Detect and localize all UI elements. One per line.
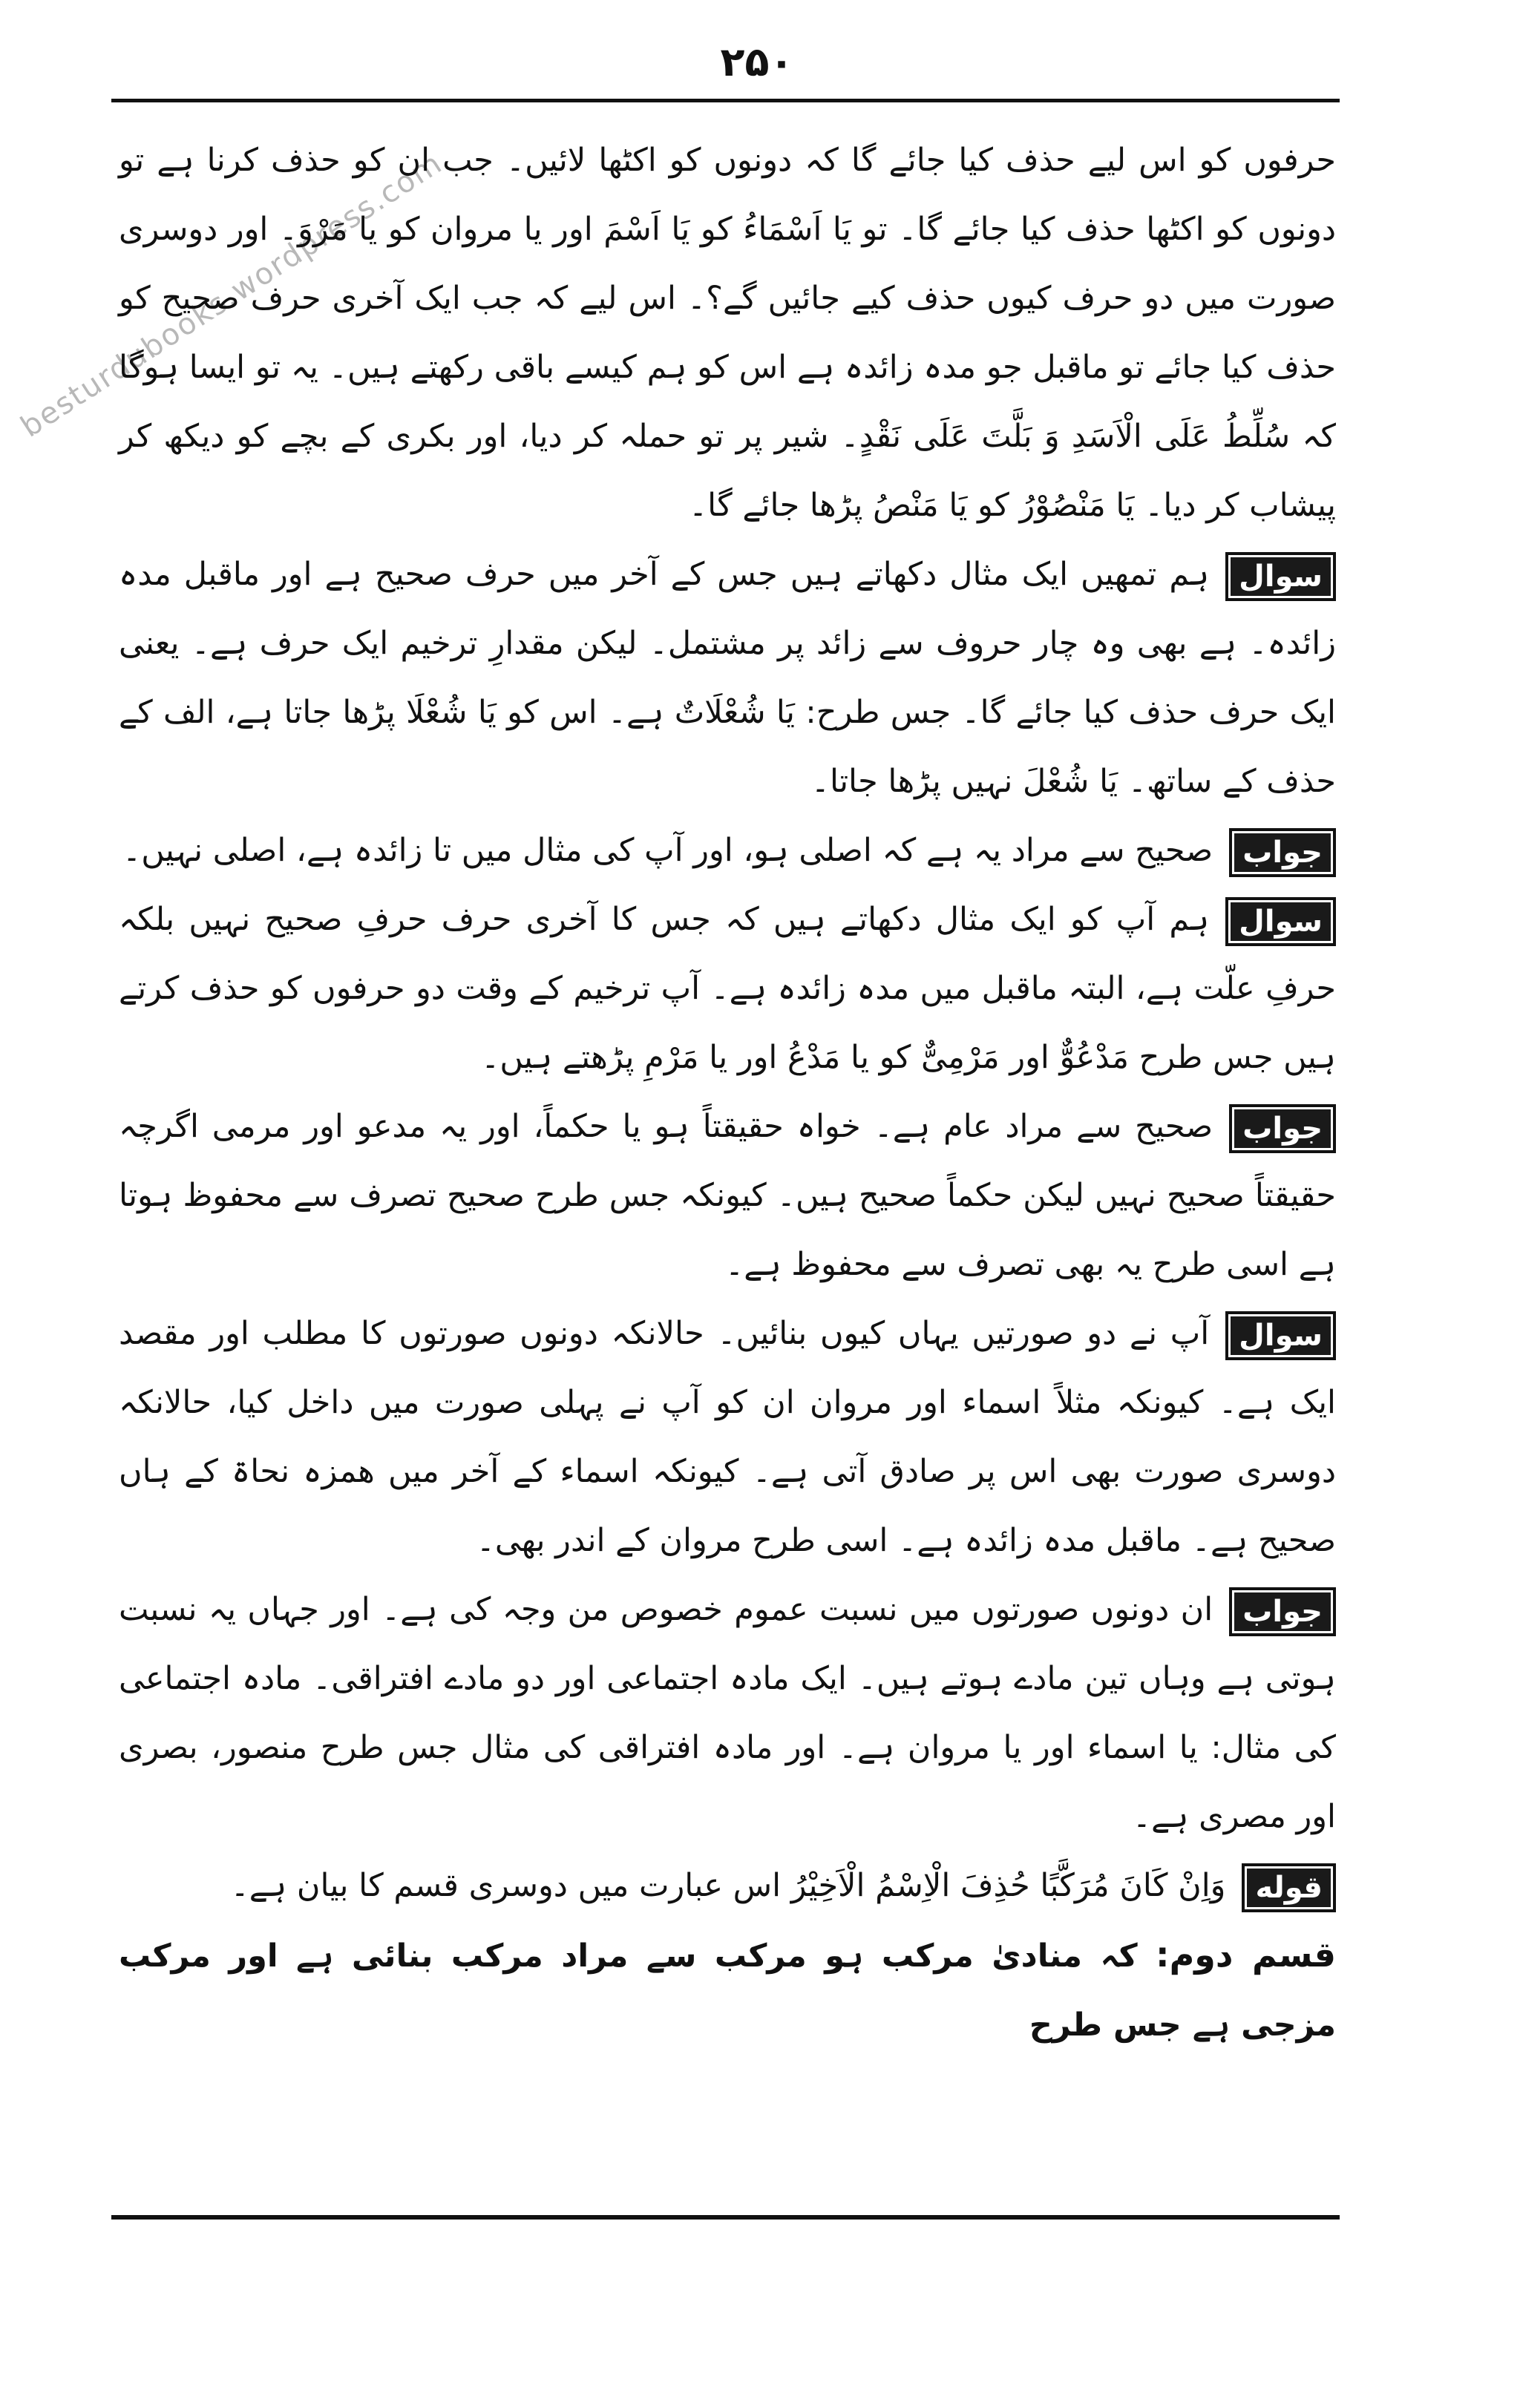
- paragraph-text: ہم تمھیں ایک مثال دکھاتے ہیں جس کے آخر میں حرف صحیح ہے اور ماقبل مدہ زائدہ۔ ہے بھی وہ چار حروف سے زائد پر مشتمل۔ لیکن مقدارِ ترخیم ایک حرف ہے۔ یعنی ایک حرف حذف کیا جائے گا۔ جس طرح: یَا شُعْلَاتٌ ہے۔ اس کو یَا شُعْلَا پڑھا جاتا ہے، الف کے حذف کے ساتھ۔ یَا شُعْلَ نہیں پڑھا جاتا۔: [119, 556, 1336, 800]
- paragraph-text: آپ نے دو صورتیں یہاں کیوں بنائیں۔ حالانکہ دونوں صورتوں کا مطلب اور مقصد ایک ہے۔ کیونکہ مثلاً اسماء اور مروان ان کو آپ نے پہلی صورت میں داخل کیا، حالانکہ دوسری صورت بھی اس پر صادق آتی ہے۔ کیونکہ اسماء کے آخر میں ھمزہ نحاۃ کے ہاں صحیح ہے۔ ماقبل مدہ زائدہ ہے۔ اسی طرح مروان کے اندر بھی۔: [119, 1315, 1336, 1559]
- watermark: besturdubooks.wordpress.com: [15, 145, 449, 444]
- paragraph-text: صحیح سے مراد یہ ہے کہ اصلی ہو، اور آپ کی مثال میں تا زائدہ ہے، اصلی نہیں۔: [122, 832, 1213, 869]
- paragraph: [119, 126, 1336, 540]
- question-label: سوال: [1225, 1311, 1336, 1360]
- paragraph-text: وَاِنْ كَانَ مُرَكَّبًا حُذِفَ الْاِسْمُ الْاَخِيْرُ اس عبارت میں دوسری قسم کا بیان ہے۔: [230, 1867, 1226, 1904]
- answer-paragraph: [119, 816, 1336, 885]
- page-number: ۲۵۰: [720, 39, 794, 85]
- top-rule: [111, 99, 1340, 102]
- paragraph-text: حرفوں کو اس لیے حذف کیا جائے گا کہ دونوں کو اکٹھا لائیں۔ جب ان کو حذف کرنا ہے تو دونوں کو اکٹھا حذف کیا جائے گا۔ تو یَا اَسْمَاءُ کو یَا اَسْمَ اور یا مروان کو یا مَرْوَ۔ اور دوسری صورت میں دو حرف کیوں حذف کیے جائیں گے؟۔ اس لیے کہ جب ایک آخری حرف صحیح کو حذف کیا جائے تو ماقبل جو مدہ زائدہ ہے اس کو ہم کیسے باقی رکھتے ہیں۔ یہ تو ایسا ہوگا کہ سُلِّطُ عَلَى الْاَسَدِ وَ بَلَّتَ عَلَى نَقْدٍ۔ شیر پر تو حملہ کر دیا، اور بکری کے بچے کو دیکھ کر پیشاب کر دیا۔ یَا مَنْصُوْرُ کو یَا مَنْصُ پڑھا جائے گا۔: [119, 142, 1336, 524]
- paragraph-text: ہم آپ کو ایک مثال دکھاتے ہیں کہ جس کا آخری حرف حرفِ صحیح نہیں بلکہ حرفِ علّت ہے، البتہ ماقبل میں مدہ زائدہ ہے۔ آپ ترخیم کے وقت دو حرفوں کو حذف کرتے ہیں جس طرح مَدْعُوٌّ اور مَرْمِیٌّ کو یا مَدْعُ اور یا مَرْمِ پڑھتے ہیں۔: [119, 901, 1336, 1076]
- paragraph-text: کہ منادیٰ مرکب ہو مرکب سے مراد مرکب بنائی ہے اور مرکب مزجی ہے جس طرح: [119, 1938, 1336, 2044]
- question-paragraph: [119, 1299, 1336, 1575]
- answer-paragraph: [119, 1575, 1336, 1851]
- closing-paragraph: [119, 1920, 1336, 2060]
- paragraph-text: ان دونوں صورتوں میں نسبت عموم خصوص من وجہ کی ہے۔ اور جہاں یہ نسبت ہوتی ہے وہاں تین مادے ہوتے ہیں۔ ایک مادہ اجتماعی اور دو مادے افتراقی۔ مادہ اجتماعی کی مثال: یا اسماء اور یا مروان ہے۔ اور مادہ افتراقی کی مثال جس طرح منصور، بصری اور مصری ہے۔: [119, 1591, 1336, 1835]
- answer-label: جواب: [1229, 828, 1336, 877]
- question-paragraph: [119, 885, 1336, 1092]
- quote-label: قوله: [1242, 1863, 1336, 1912]
- quote-paragraph: [119, 1851, 1336, 1920]
- answer-label: جواب: [1229, 1104, 1336, 1153]
- paragraph-text: صحیح سے مراد عام ہے۔ خواہ حقیقتاً ہو یا حکماً، اور یہ مدعو اور مرمی اگرچہ حقیقتاً صحیح نہیں لیکن حکماً صحیح ہیں۔ کیونکہ جس طرح صحیح تصرف سے محفوظ ہوتا ہے اسی طرح یہ بھی تصرف سے محفوظ ہے۔: [119, 1108, 1336, 1283]
- answer-label: جواب: [1229, 1587, 1336, 1636]
- question-paragraph: [119, 540, 1336, 816]
- bottom-rule: [111, 2215, 1340, 2220]
- answer-paragraph: [119, 1092, 1336, 1299]
- question-label: سوال: [1225, 897, 1336, 946]
- section-heading: قسم دوم:: [1156, 1935, 1336, 1975]
- body-text: [119, 126, 1336, 2060]
- question-label: سوال: [1225, 552, 1336, 601]
